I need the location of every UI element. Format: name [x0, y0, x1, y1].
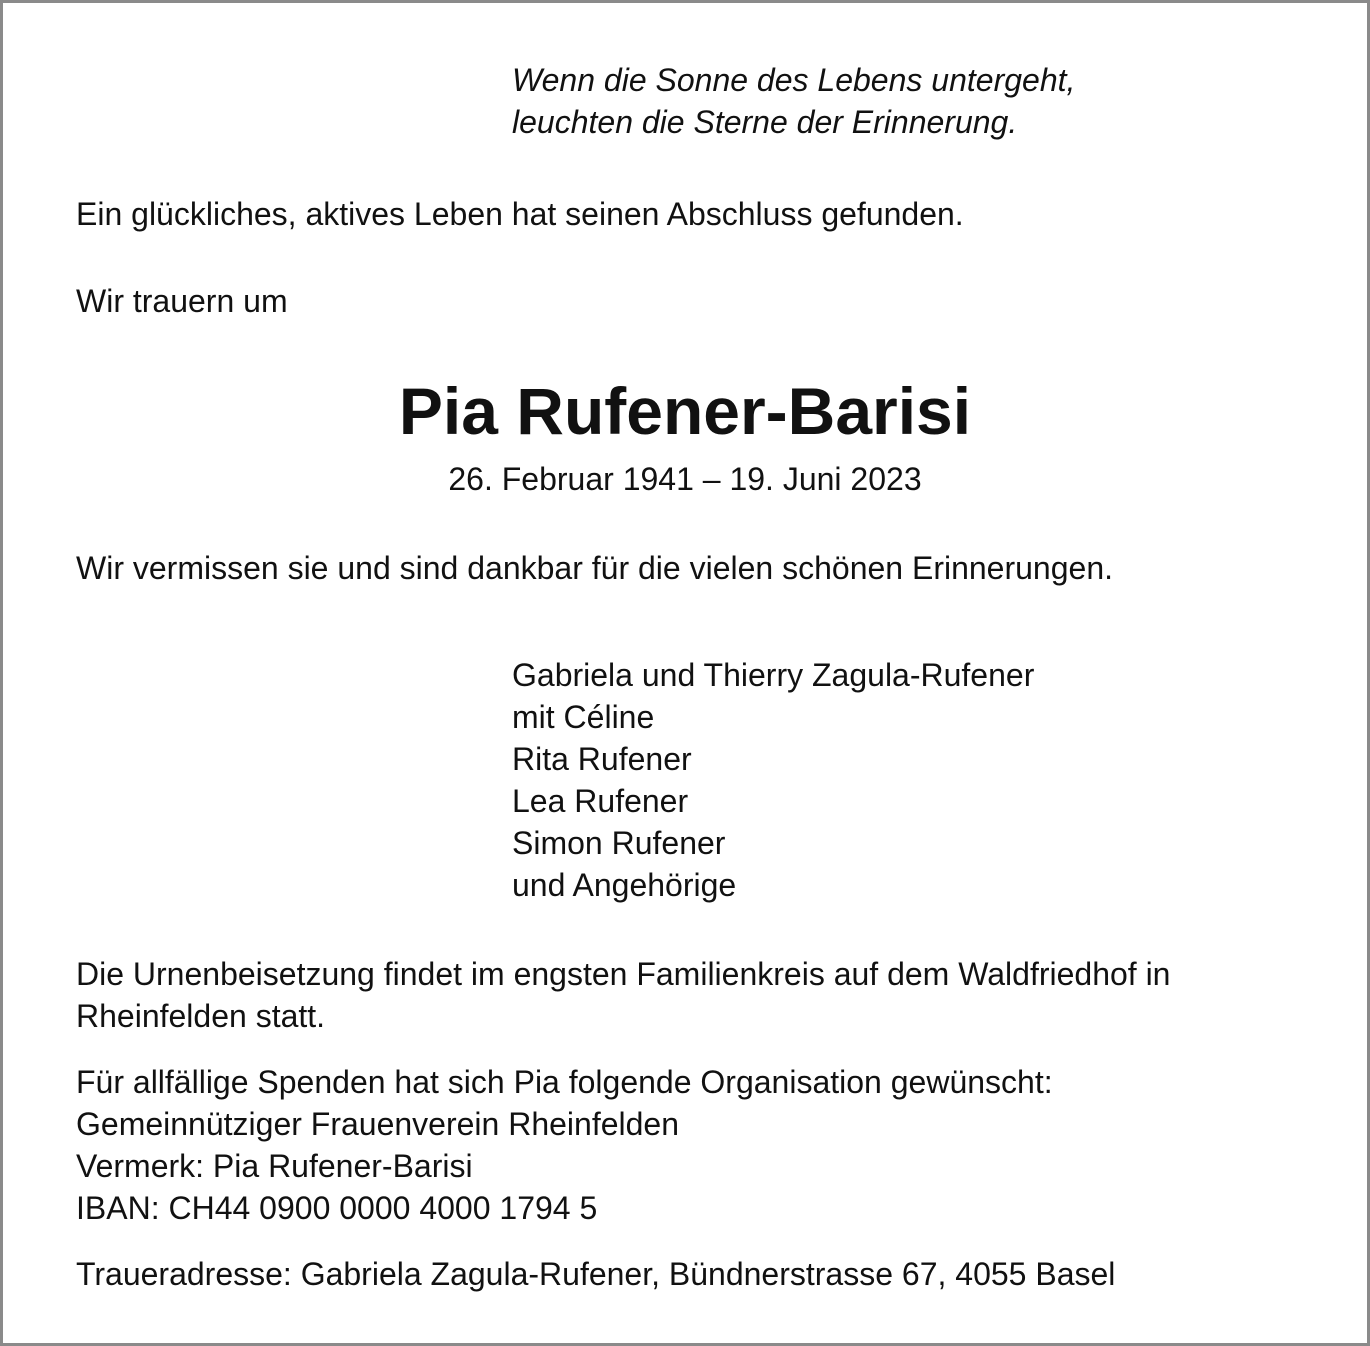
motto-quote: [512, 59, 1075, 143]
burial-line: Die Urnenbeisetzung findet im engsten Familienkreis auf dem Waldfriedhof in: [76, 956, 1171, 992]
mourner-item: mit Céline: [512, 699, 655, 735]
remembrance-text: Wir vermissen sie und sind dankbar für die vielen schönen Erinnerungen.: [76, 550, 1113, 586]
motto-line: Wenn die Sonne des Lebens untergeht,: [512, 62, 1076, 98]
burial-line: Rheinfelden statt.: [76, 998, 326, 1034]
donation-info: [76, 1061, 1053, 1229]
donation-reference: Vermerk: Pia Rufener-Barisi: [76, 1148, 473, 1184]
life-dates: 26. Februar 1941 – 19. Juni 2023: [448, 461, 922, 497]
mourner-item: und Angehörige: [512, 867, 737, 903]
mourner-item: Lea Rufener: [512, 783, 689, 819]
mourning-line: Wir trauern um: [76, 283, 288, 319]
mourner-item: Rita Rufener: [512, 741, 692, 777]
mourner-item: Gabriela und Thierry Zagula-Rufener: [512, 657, 1035, 693]
motto-line: leuchten die Sterne der Erinnerung.: [512, 104, 1018, 140]
mourner-item: Simon Rufener: [512, 825, 726, 861]
mourners-list: [512, 654, 1034, 906]
donation-organisation: Gemeinnütziger Frauenverein Rheinfelden: [76, 1106, 680, 1142]
donation-line: Für allfällige Spenden hat sich Pia folgende Organisation gewünscht:: [76, 1064, 1053, 1100]
donation-iban: IBAN: CH44 0900 0000 4000 1794 5: [76, 1190, 598, 1226]
intro-text: Ein glückliches, aktives Leben hat seinen Abschluss gefunden.: [76, 196, 964, 232]
mourning-address: Traueradresse: Gabriela Zagula-Rufener, Bündnerstrasse 67, 4055 Basel: [76, 1256, 1116, 1292]
deceased-name: Pia Rufener-Barisi: [398, 374, 972, 448]
burial-info: [76, 953, 1170, 1037]
